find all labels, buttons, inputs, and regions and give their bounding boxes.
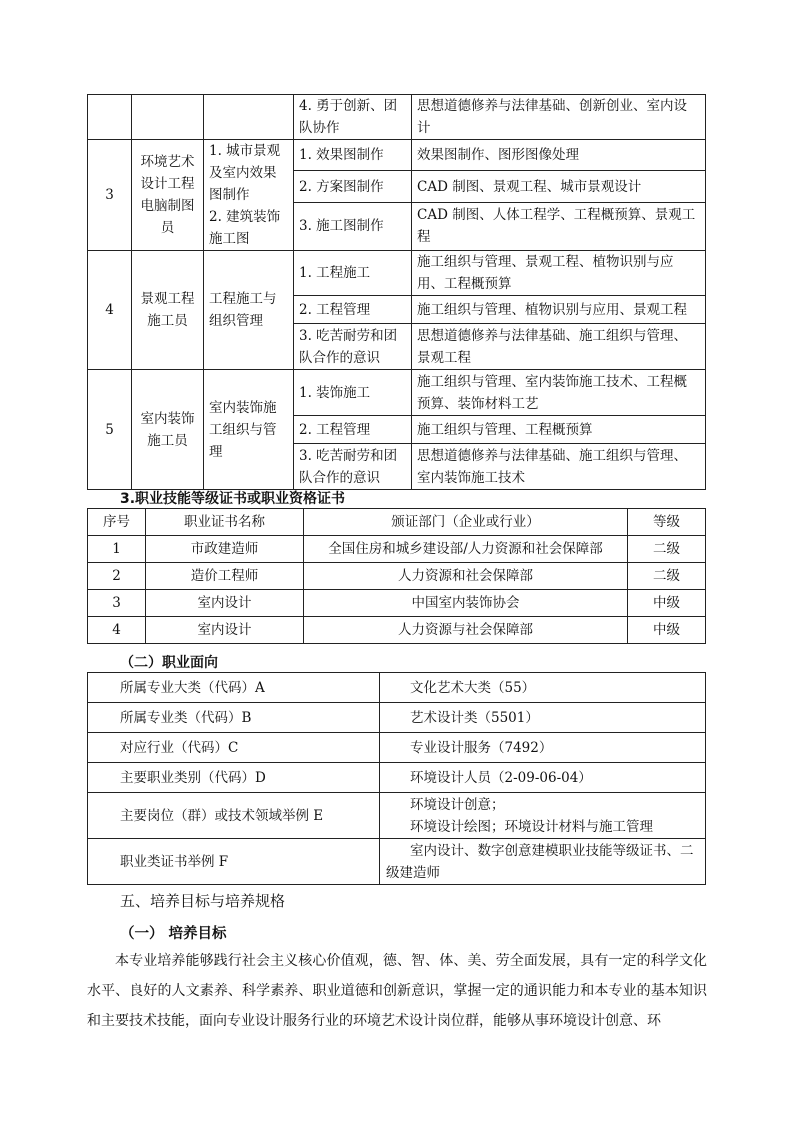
key-cell: 所属专业大类（代码）A [88,673,380,703]
table-row [88,793,706,839]
ability-cell: 2. 工程管理 [294,296,412,324]
key-cell: 对应行业（代码）C [88,733,380,763]
courses-cell: 施工组织与管理、植物识别与应用、景观工程 [412,296,706,324]
cell: 造价工程师 [146,563,304,590]
cell: 全国住房和城乡建设部/人力资源和社会保障部 [304,536,628,563]
key-cell: 主要职业类别（代码）D [88,763,380,793]
cell: 室内设计 [146,590,304,617]
job-cell: 环境艺术设计工程电脑制图员 [132,140,204,251]
header-cell: 职业证书名称 [146,509,304,536]
no-cell: 5 [88,370,132,490]
cell: 1 [88,536,146,563]
section-5-title: 五、培养目标与培养规格 [120,892,286,910]
cell: 2 [88,563,146,590]
cell: 人力资源和社会保障部 [304,563,628,590]
value-cell: 环境设计创意； 环境设计绘图；环境设计材料与施工管理 [380,793,706,839]
table-row [88,839,706,885]
courses-cell: CAD 制图、景观工程、城市景观设计 [412,171,706,202]
value-cell: 环境设计人员（2-09-06-04） [380,763,706,793]
courses-cell: 思想道德修养与法律基础、施工组织与管理、景观工程 [412,324,706,370]
table-row [88,140,706,171]
table-row [88,703,706,733]
cell: 中级 [628,590,706,617]
table-row [88,763,706,793]
job-cell: 景观工程施工员 [132,251,204,370]
header-cell: 颁证部门（企业或行业） [304,509,628,536]
table-row [88,617,706,644]
ability-cell: 3. 吃苦耐劳和团队合作的意识 [294,444,412,490]
ability-cell: 1. 装饰施工 [294,370,412,416]
career-table [87,672,706,885]
ability-cell: 1. 效果图制作 [294,140,412,171]
cell: 二级 [628,563,706,590]
courses-cell: 效果图制作、图形图像处理 [412,140,706,171]
task-cell: 1. 城市景观及室内效果图制作 2. 建筑装饰施工图 [204,140,294,251]
goal-title: （一） 培养目标 [120,926,227,942]
task-cell: 室内装饰施工组织与管理 [204,370,294,490]
no-cell [88,95,132,140]
goal-paragraph: 本专业培养能够践行社会主义核心价值观，德、智、体、美、劳全面发展，具有一定的科学文化水平、良好的人文素养、科学素养、职业道德和创新意识，掌握一定的通识能力和本专业的基本知识和主要技术技能，面向专业设计服务行业的环境艺术设计岗位群，能够从事环境设计创意、环 [87,953,707,1029]
ability-cell: 2. 方案图制作 [294,171,412,202]
no-cell: 4 [88,251,132,370]
table-row [88,536,706,563]
cell: 人力资源与社会保障部 [304,617,628,644]
job-cell [132,95,204,140]
table-row [88,563,706,590]
ability-cell: 4. 勇于创新、团队协作 [294,95,412,140]
value-cell: 室内设计、数字创意建模职业技能等级证书、二级建造师 [380,839,706,885]
value-cell: 专业设计服务（7492） [380,733,706,763]
courses-cell: 思想道德修养与法律基础、施工组织与管理、室内装饰施工技术 [412,444,706,490]
table-row [88,95,706,140]
cell: 4 [88,617,146,644]
key-cell: 所属专业类（代码）B [88,703,380,733]
ability-cell: 2. 工程管理 [294,416,412,444]
table-header-row [88,509,706,536]
cell: 中级 [628,617,706,644]
task-cell: 工程施工与组织管理 [204,251,294,370]
courses-cell: 施工组织与管理、室内装饰施工技术、工程概预算、装饰材料工艺 [412,370,706,416]
cell: 3 [88,590,146,617]
certificate-table [87,508,706,644]
courses-cell: CAD 制图、人体工程学、工程概预算、景观工程 [412,202,706,250]
header-cell: 序号 [88,509,146,536]
job-ability-table [87,94,706,490]
table-row [88,590,706,617]
table-row [88,251,706,296]
cell: 二级 [628,536,706,563]
section-3-title: 3.职业技能等级证书或职业资格证书 [120,491,346,507]
courses-cell: 施工组织与管理、工程概预算 [412,416,706,444]
courses-cell: 思想道德修养与法律基础、创新创业、室内设计 [412,95,706,140]
courses-cell: 施工组织与管理、景观工程、植物识别与应用、工程概预算 [412,251,706,296]
career-section-title: （二）职业面向 [120,655,218,671]
cell: 中国室内装饰协会 [304,590,628,617]
ability-cell: 3. 施工图制作 [294,202,412,250]
value-cell: 文化艺术大类（55） [380,673,706,703]
no-cell: 3 [88,140,132,251]
key-cell: 主要岗位（群）或技术领域举例 E [88,793,380,839]
ability-cell: 1. 工程施工 [294,251,412,296]
ability-cell: 3. 吃苦耐劳和团队合作的意识 [294,324,412,370]
job-cell: 室内装饰施工员 [132,370,204,490]
value-cell: 艺术设计类（5501） [380,703,706,733]
table-row [88,370,706,416]
header-cell: 等级 [628,509,706,536]
table-row [88,673,706,703]
key-cell: 职业类证书举例 F [88,839,380,885]
table-row [88,733,706,763]
task-cell [204,95,294,140]
cell: 室内设计 [146,617,304,644]
cell: 市政建造师 [146,536,304,563]
